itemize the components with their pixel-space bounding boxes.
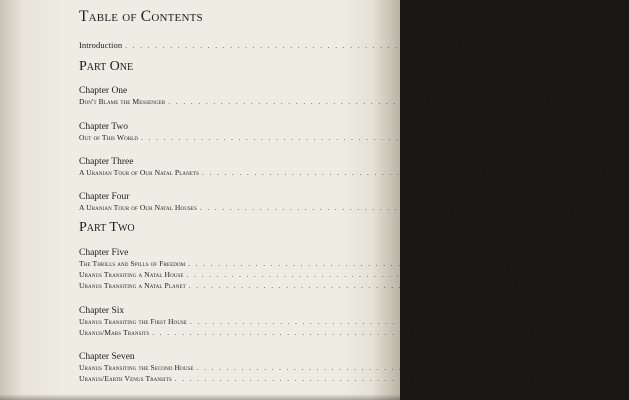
page-number: 102 xyxy=(571,328,584,337)
chapter-label: Chapter Four xyxy=(79,192,130,202)
dot-leader: . . . . . . . . . . . . . . . . . . . . . . . . . . . . . . . . . . . . . . . . . . . . . . . . . . . . . . . . xyxy=(152,329,569,337)
chapter-label: Chapter Three xyxy=(79,157,134,167)
dot-leader: . . . . . . . . . . . . . . . . . . . . . . . . . . . . . . . . . . . . . . . . . . . . . . . . . . . . . . . . xyxy=(125,42,542,50)
dot-leader: . . . . . . . . . . . . . . . . . . . . . . . . . . . . . . . . . . . . . . . . . . . . . . . . . . . . . . . . xyxy=(188,282,605,290)
toc-entry xyxy=(79,374,606,385)
page-number: 111 xyxy=(615,363,627,372)
toc-entry-introduction xyxy=(79,40,549,51)
page-number: 91 xyxy=(608,281,616,290)
dot-leader: . . . . . . . . . . . . . . . . . . . . . . . . . . . . . . . . . . . . . . . . . . . . . . . . . . . . . . . . xyxy=(186,271,603,279)
dot-leader: . . . . . . . . . . . . . . . . . . . . . . . . . . . . . . . . . . . . . . . . . . . . . . . . . . . . . . . . xyxy=(202,169,619,177)
dot-leader: . . . . . . . . . . . . . . . . . . . . . . . . . . . . . . . . . . . . . . . . . . . . . . . . . . . . . . . . xyxy=(188,260,605,268)
toc-entry xyxy=(79,281,616,292)
page-number: 83 xyxy=(607,259,616,268)
page-number: 23 xyxy=(560,133,569,142)
page-number: 57 xyxy=(619,203,627,212)
entry-title: The Thrills and Spills of Freedom xyxy=(79,259,186,268)
page-number: 95 xyxy=(609,317,618,326)
toc-entry xyxy=(79,317,618,328)
entry-title: Uranus/Earth Venus Transits xyxy=(79,374,172,383)
entry-title: Uranus Transiting the Second House xyxy=(79,363,194,372)
dot-leader: . . . . . . . . . . . . . . . . . . . . . . . . . . . . . . . . . . . . . . . . . . . . . . . . . . . . . . . . xyxy=(196,364,613,372)
page-number: 1 xyxy=(544,40,549,50)
entry-title: Uranus Transiting a Natal Planet xyxy=(79,281,186,290)
dot-leader: . . . . . . . . . . . . . . . . . . . . . . . . . . . . . . . . . . . . . . . . . . . . . . . . . . . . . . . . xyxy=(174,375,591,383)
dot-leader: . . . . . . . . . . . . . . . . . . . . . . . . . . . . . . . . . . . . . . . . . . . . . . . . . . . . . . . . xyxy=(141,134,558,142)
entry-title: Introduction xyxy=(79,40,123,50)
toc-entry xyxy=(79,97,596,108)
part-heading: Part Two xyxy=(79,220,135,235)
toc-entry xyxy=(79,270,614,281)
toc-entry xyxy=(79,168,629,179)
chapter-label: Chapter One xyxy=(79,86,128,96)
toc-entry xyxy=(79,203,627,214)
entry-title: Don't Blame the Messenger xyxy=(79,97,166,106)
page-number: 119 xyxy=(593,374,606,383)
toc-entry xyxy=(79,133,569,144)
dot-leader: . . . . . . . . . . . . . . . . . . . . . . . . . . . . . . . . . . . . . . . . . . . . . . . . . . . . . . . . xyxy=(168,98,585,106)
part-heading: Part One xyxy=(79,59,134,74)
page-number: 89 xyxy=(605,270,614,279)
entry-title: A Uranian Tour of Our Natal Houses xyxy=(79,203,197,212)
dot-leader: . . . . . . . . . . . . . . . . . . . . . . . . . . . . . . . . . . . . . . . . . . . . . . . . . . . . . . . . xyxy=(190,318,607,326)
page-title: Table of Contents xyxy=(79,8,203,25)
entry-title: Uranus Transiting a Natal House xyxy=(79,270,184,279)
toc-entry xyxy=(79,363,627,374)
chapter-label: Chapter Five xyxy=(79,248,129,258)
page-number: 15 xyxy=(587,97,596,106)
toc-entry xyxy=(79,259,616,270)
dot-leader: . . . . . . . . . . . . . . . . . . . . . . . . . . . . . . . . . . . . . . . . . . . . . . . . . . . . . . . . xyxy=(199,204,617,212)
page-number: 33 xyxy=(621,168,629,177)
chapter-label: Chapter Two xyxy=(79,122,129,132)
toc-entry xyxy=(79,328,584,339)
chapter-label: Chapter Seven xyxy=(79,352,135,362)
entry-title: Uranus/Mars Transits xyxy=(79,328,150,337)
entry-title: Uranus Transiting the First House xyxy=(79,317,188,326)
entry-title: Out of This World xyxy=(79,133,139,142)
entry-title: A Uranian Tour of Our Natal Planets xyxy=(79,168,200,177)
chapter-label: Chapter Six xyxy=(79,306,125,316)
